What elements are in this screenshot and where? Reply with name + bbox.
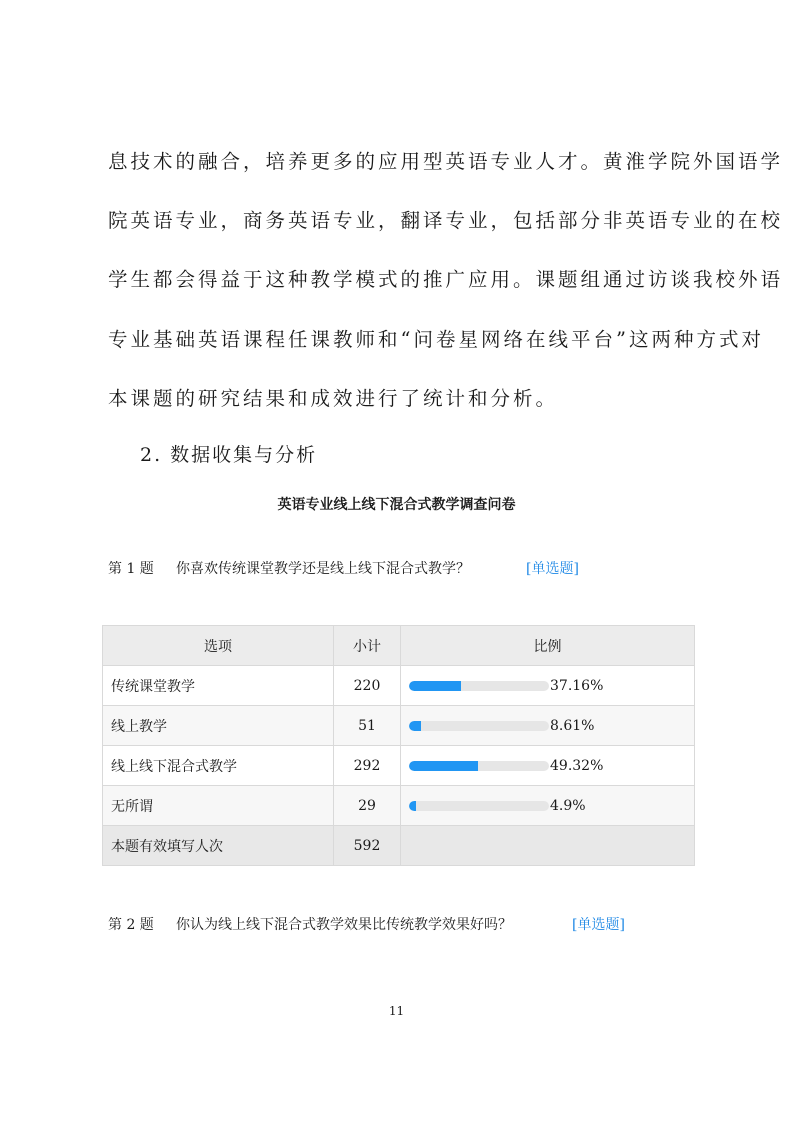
section-heading: 2. 数据收集与分析 [140,444,318,466]
header-ratio: 比例 [401,626,695,666]
option-count: 292 [334,746,401,786]
question-number: 第 1 题 [108,561,154,577]
header-option: 选项 [103,626,334,666]
ratio-bar-fill [409,761,478,771]
footer-label: 本题有效填写人次 [103,826,334,866]
paragraph-line: 专业基础英语课程任课教师和“问卷星网络在线平台”这两种方式对 [108,328,764,351]
question-type-tag: [单选题] [526,561,579,577]
question-type-tag: [单选题] [572,917,625,933]
option-count: 51 [334,706,401,746]
ratio-bar-track [409,801,549,811]
table-row [103,746,695,786]
footer-empty [401,826,695,866]
option-ratio [401,706,695,746]
option-ratio [401,746,695,786]
survey-title: 英语专业线上线下混合式教学调查问卷 [277,497,516,513]
question-text: 你认为线上线下混合式教学效果比传统教学效果好吗？ [176,917,512,933]
ratio-bar-fill [409,801,416,811]
header-count: 小计 [334,626,401,666]
option-label: 传统课堂教学 [103,666,334,706]
table-footer-row [103,826,695,866]
ratio-percent: 37.16% [550,677,604,694]
ratio-bar-track [409,761,549,771]
table-header-row [103,626,695,666]
page-number: 11 [388,1004,405,1018]
paragraph-line: 息技术的融合，培养更多的应用型英语专业人才。黄淮学院外国语学 [108,150,784,173]
option-count: 220 [334,666,401,706]
ratio-bar-fill [409,721,421,731]
ratio-bar-fill [409,681,461,691]
paragraph-line: 学生都会得益于这种教学模式的推广应用。课题组通过访谈我校外语 [108,268,784,291]
option-count: 29 [334,786,401,826]
ratio-bar-track [409,721,549,731]
ratio-percent: 8.61% [550,717,595,734]
question-1 [108,558,579,578]
paragraph-line: 本课题的研究结果和成效进行了统计和分析。 [108,387,559,410]
option-label: 无所谓 [103,786,334,826]
option-label: 线上教学 [103,706,334,746]
result-table [102,625,695,866]
ratio-percent: 4.9% [550,797,586,814]
option-ratio [401,666,695,706]
question-number: 第 2 题 [108,917,154,933]
question-2 [108,914,625,934]
table-row [103,786,695,826]
ratio-percent: 49.32% [550,757,604,774]
option-ratio [401,786,695,826]
table-row [103,706,695,746]
paragraph-line: 院英语专业，商务英语专业，翻译专业，包括部分非英语专业的在校 [108,209,784,232]
table-row [103,666,695,706]
question-text: 你喜欢传统课堂教学还是线上线下混合式教学？ [176,561,470,577]
footer-count: 592 [334,826,401,866]
option-label: 线上线下混合式教学 [103,746,334,786]
ratio-bar-track [409,681,549,691]
